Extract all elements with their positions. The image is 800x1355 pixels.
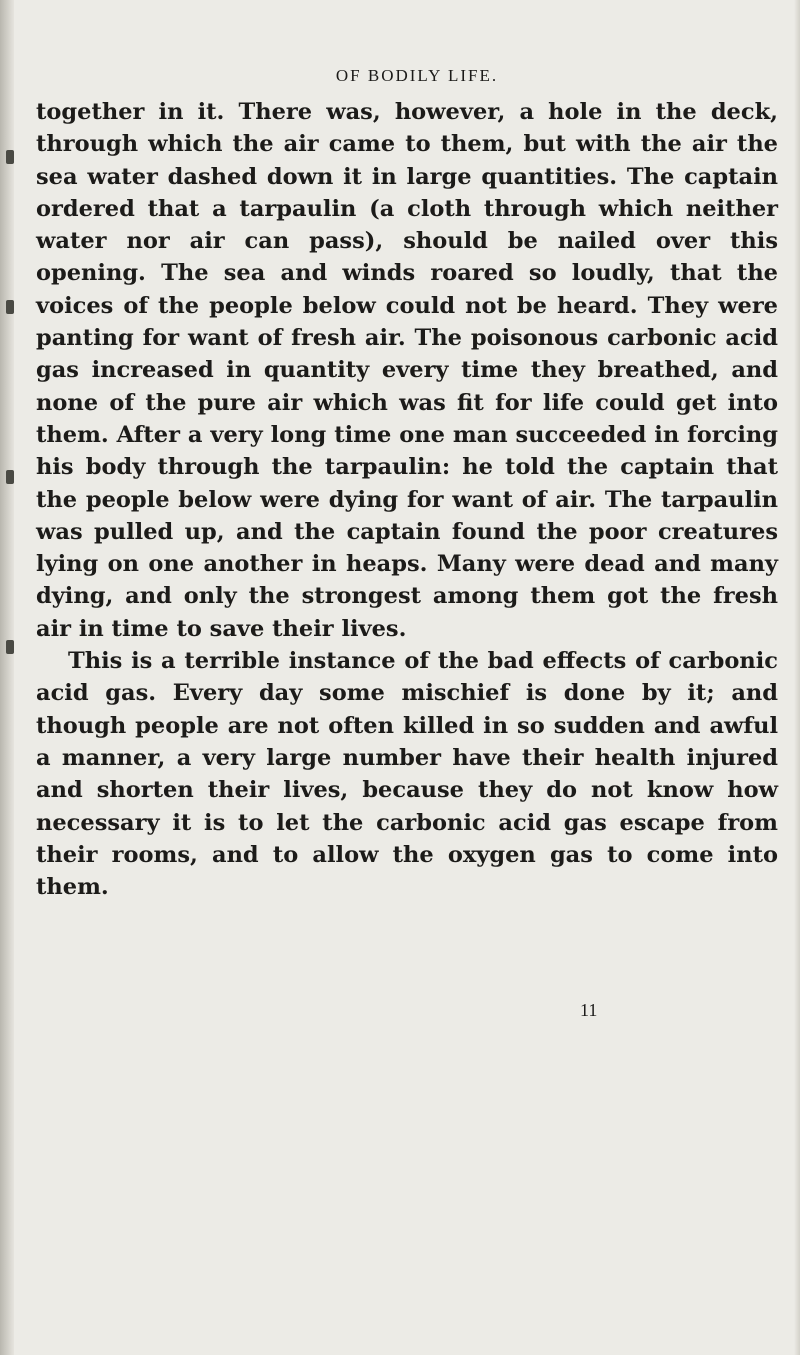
binding-mark bbox=[6, 300, 14, 314]
body-text bbox=[36, 96, 778, 903]
page-number: 11 bbox=[580, 1000, 598, 1020]
binding-mark bbox=[6, 640, 14, 654]
binding-mark bbox=[6, 470, 14, 484]
paragraph: together in it. There was, however, a hole in the deck, through which the air came to them, but with the air the sea water dashed down it in large quantities. The captain ordered that a tarpaulin (a cloth through which neither water nor air can pass), should be nailed over this opening. The sea and winds roared so loudly, that the voices of the people below could not be heard. They were panting for want of fresh air. The poisonous carbonic acid gas increased in quantity every time they breathed, and none of the pure air which was fit for life could get into them. After a very long time one man succeeded in forcing his body through the tarpaulin: he told the captain that the people below were dying for want of air. The tarpaulin was pulled up, and the captain found the poor creatures lying on one another in heaps. Many were dead and many dying, and only the strongest among them got the fresh air in time to save their lives. bbox=[36, 99, 778, 642]
book-binding-edge bbox=[0, 0, 14, 1355]
page-right-edge bbox=[794, 0, 800, 1355]
running-head: OF BODILY LIFE. bbox=[335, 66, 499, 85]
paragraph: This is a terrible instance of the bad effects of carbonic acid gas. Every day some mischief is done by it; and though people are not often killed in so sudden and awful a manner, a very large number have their health injured and shorten their lives, because they do not know how necessary it is to let the carbonic acid gas escape from their rooms, and to allow the oxygen gas to come into them. bbox=[36, 648, 778, 901]
book-page bbox=[36, 66, 778, 903]
binding-mark bbox=[6, 150, 14, 164]
